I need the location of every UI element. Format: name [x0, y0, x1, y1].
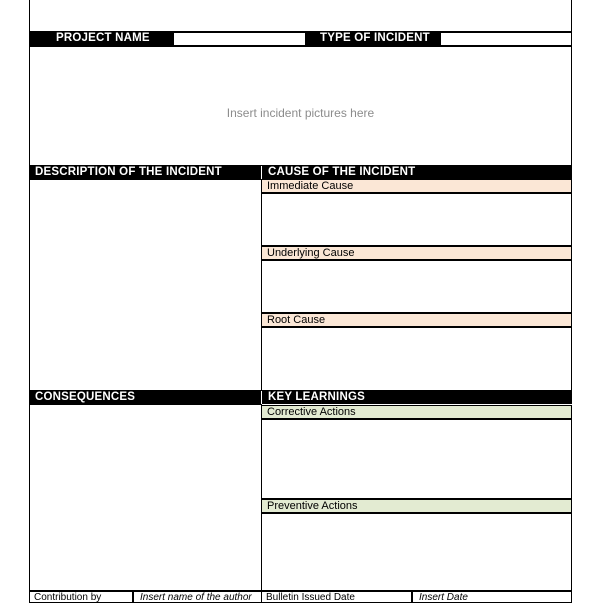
immediate-cause-label: Immediate Cause	[261, 179, 572, 193]
type-of-incident-label-text: TYPE OF INCIDENT	[320, 32, 430, 44]
author-field[interactable]: Insert name of the author	[133, 591, 262, 603]
root-cause-label: Root Cause	[261, 313, 572, 327]
consequences-field[interactable]	[29, 404, 262, 591]
date-field[interactable]: Insert Date	[412, 591, 572, 603]
key-learnings-header-text: KEY LEARNINGS	[268, 391, 365, 403]
description-header-text: DESCRIPTION OF THE INCIDENT	[35, 166, 222, 178]
immediate-cause-field[interactable]	[261, 193, 572, 246]
underlying-cause-label: Underlying Cause	[261, 246, 572, 260]
description-field[interactable]	[29, 179, 262, 391]
pictures-placeholder: Insert incident pictures here	[226, 106, 375, 120]
description-header	[29, 166, 261, 179]
consequences-header-text: CONSEQUENCES	[35, 391, 136, 403]
root-cause-field[interactable]	[261, 327, 572, 391]
corrective-actions-field[interactable]	[261, 419, 572, 499]
type-of-incident-field[interactable]	[440, 32, 572, 46]
preventive-actions-field[interactable]	[261, 513, 572, 591]
corrective-actions-label: Corrective Actions	[261, 405, 572, 419]
incident-pictures-area[interactable]	[29, 46, 572, 166]
preventive-actions-label: Preventive Actions	[261, 499, 572, 513]
key-learnings-header	[261, 391, 572, 404]
contribution-label: Contribution by	[29, 591, 133, 603]
underlying-cause-field[interactable]	[261, 260, 572, 313]
project-name-label	[29, 32, 173, 46]
cause-header-text: CAUSE OF THE INCIDENT	[268, 166, 416, 178]
title-box	[29, 0, 572, 32]
project-name-field[interactable]	[173, 32, 306, 46]
issued-date-label: Bulletin Issued Date	[261, 591, 412, 603]
type-of-incident-label	[306, 32, 440, 46]
consequences-header	[29, 391, 261, 404]
cause-header	[261, 166, 572, 179]
project-name-label-text: PROJECT NAME	[56, 32, 150, 44]
